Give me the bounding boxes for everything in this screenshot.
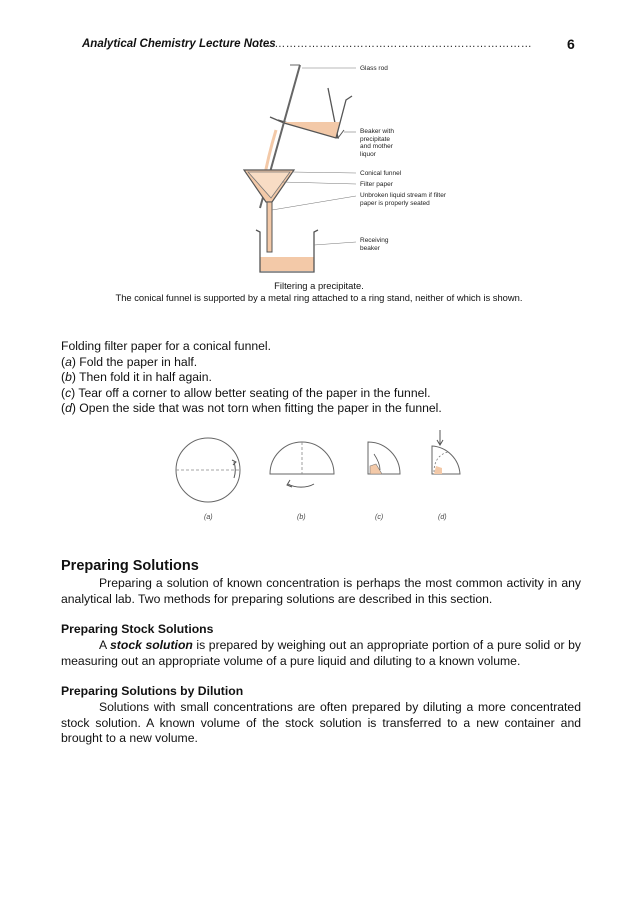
section-text-stock-solutions: A stock solution is prepared by weighing out an appropriate portion of a pure solid or by measuring out an appropriate volume of a pure liquid and diluting to a known volume. xyxy=(61,638,581,668)
label-conical-funnel: Conical funnel xyxy=(360,170,402,177)
label-filter-paper: Filter paper xyxy=(360,181,393,188)
section-heading-stock-solutions: Preparing Stock Solutions xyxy=(61,622,214,636)
term-stock-solution: stock solution xyxy=(110,638,193,652)
fold-label-c: (c) xyxy=(375,514,384,521)
fold-step-d xyxy=(432,430,460,474)
folding-step: (a) Fold the paper in half. xyxy=(61,354,198,369)
fold-label-b: (b) xyxy=(297,514,306,521)
fold-step-c xyxy=(368,442,400,474)
section-text-preparing-solutions: Preparing a solution of known concentration is perhaps the most common activity in any analytical lab. Two methods for preparing solutions are described in this section. xyxy=(61,576,581,606)
section-heading-dilution: Preparing Solutions by Dilution xyxy=(61,684,244,698)
section-text-dilution: Solutions with small concentrations are often prepared by diluting a more concentrated stock solution. A known volume of the stock solution is transferred to a new container and brought to a new volume. xyxy=(61,700,581,746)
figure-caption-text: The conical funnel is supported by a metal ring attached to a ring stand, neither of which is shown. xyxy=(115,292,523,303)
folding-title: Folding filter paper for a conical funnel. xyxy=(61,339,272,353)
fold-step-b xyxy=(270,442,334,487)
header-title: Analytical Chemistry Lecture Notes xyxy=(82,38,276,50)
fold-label-d: (d) xyxy=(438,514,447,521)
label-receiving-beaker: Receiving beaker xyxy=(360,237,389,252)
folding-diagram xyxy=(170,430,470,530)
folding-instructions xyxy=(61,339,581,417)
figure-caption-title: Filtering a precipitate. xyxy=(274,280,364,291)
label-beaker: Beaker with precipitate and mother liquor xyxy=(360,128,394,158)
fold-label-a: (a) xyxy=(204,514,213,521)
section-heading-preparing-solutions: Preparing Solutions xyxy=(61,558,199,574)
label-glass-rod: Glass rod xyxy=(360,65,388,72)
fold-step-a xyxy=(176,438,240,502)
label-liquid-stream: Unbroken liquid stream if filter paper is properly seated xyxy=(360,192,446,207)
folding-step: (c) Tear off a corner to allow better seating of the paper in the funnel. xyxy=(61,385,431,400)
header-leader: ………………………………………………………………… xyxy=(252,38,532,50)
folding-step: (d) Open the side that was not torn when fitting the paper in the funnel. xyxy=(61,401,442,416)
folding-step: (b) Then fold it in half again. xyxy=(61,370,212,385)
filtration-diagram xyxy=(230,60,480,280)
receiving-beaker xyxy=(256,230,318,272)
page-number: 6 xyxy=(567,36,575,52)
